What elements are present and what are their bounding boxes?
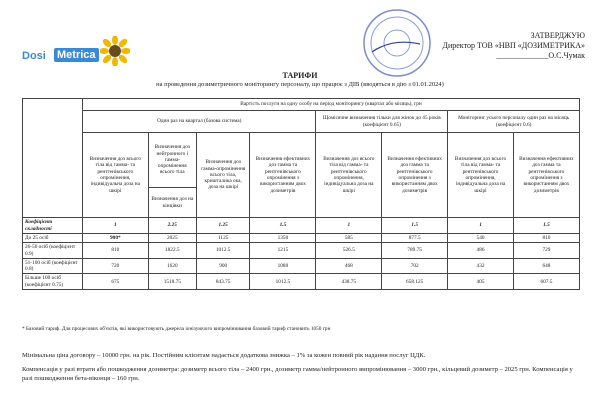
cell: 658.125 xyxy=(382,274,448,290)
company-logo xyxy=(14,33,126,73)
col-neutron-dose: Визначення доз нейтронного і гамма-опромінення всього тіла xyxy=(148,133,196,188)
sunflower-icon xyxy=(100,36,130,66)
table-row xyxy=(23,218,580,234)
cell: 1125 xyxy=(196,234,249,243)
cell: 468 xyxy=(316,258,382,274)
col-effective-dose-monthly: Визначення ефективних доз гамма та рентгенівського опромінення з використанням двох дозиметрів xyxy=(513,133,579,218)
logo-metrica-text: Metrica xyxy=(54,48,99,62)
cell: 2.25 xyxy=(148,218,196,234)
document-subtitle: на проведення дозиметричного моніторингу персоналу, що працює з ДІВ (вводяться в дію з 01.01.2024) xyxy=(156,81,444,88)
cell: 1.5 xyxy=(513,218,579,234)
cell: 2025 xyxy=(148,234,196,243)
cell: 438.75 xyxy=(316,274,382,290)
document-title: ТАРИФИ xyxy=(282,71,318,80)
cell: 1.5 xyxy=(382,218,448,234)
approval-signature: _____________О.С.Чумак xyxy=(496,51,585,60)
col-body-dose: Визначення доз всього тіла від гамма- та рентгенівського опромінення, індивідуальна доза на шкірі xyxy=(83,133,149,218)
cell: 648 xyxy=(513,258,579,274)
cell: 702 xyxy=(382,258,448,274)
tariff-table xyxy=(22,98,580,290)
table-footnote: * Базовий тариф. Для процесових об'єктів, які використовують джерела іонізуючого випромінювання базовий тариф становить 1050 грн xyxy=(22,326,331,332)
compensation-note: Компенсація у разі втрати або пошкодження дозиметра: дозиметр всього тіла – 2400 грн., дозиметр гамма/нейтронного випромінювання – 3000 грн., кільцевий дозиметр – 2025 грн. Компенсація у разі пошкодження бета-віконця – 160 грн. xyxy=(22,366,573,382)
cell: 1 xyxy=(448,218,514,234)
cell: 675 xyxy=(83,274,149,290)
row-label: 26-50 осіб (коефіцієнт 0.9) xyxy=(23,243,83,259)
col-neutron-sub: Визначення доз на кінцівки xyxy=(148,188,196,218)
cell: 1080 xyxy=(250,258,316,274)
table-row xyxy=(23,258,580,274)
cell: 405 xyxy=(448,274,514,290)
group-monthly: Моніторинг усього персоналу один раз на місяць (коефіцієнт 0.6) xyxy=(448,111,580,133)
cell: 729 xyxy=(513,243,579,259)
col-body-dose-women: Визначення доз всього тіла від гамма- та рентгенівського опромінення, індивідуальна доза на шкірі xyxy=(316,133,382,218)
cell: 1012.5 xyxy=(196,243,249,259)
cell: 1350 xyxy=(250,234,316,243)
cell: 843.75 xyxy=(196,274,249,290)
cell: 540 xyxy=(448,234,514,243)
minimum-price-note: Мінімальна ціна договору – 10000 грн. на рік. Постійним клієнтам надається додаткова знижка – 1% за кожен повний рік надання послуг ЦДК. xyxy=(22,352,426,359)
table-row xyxy=(23,243,580,259)
cell: 1 xyxy=(316,218,382,234)
cell: 810 xyxy=(513,234,579,243)
approval-heading: ЗАТВЕРДЖУЮ xyxy=(530,31,585,40)
cell: 1 xyxy=(83,218,149,234)
col-body-dose-monthly: Визначення доз всього тіла від гамма- та рентгенівського опромінення, індивідуальна доза на шкірі xyxy=(448,133,514,218)
row-label-header xyxy=(23,99,83,218)
approval-block xyxy=(400,31,585,61)
row-label: 51-100 осіб (коефіцієнт 0.8) xyxy=(23,258,83,274)
cell: 1620 xyxy=(148,258,196,274)
table-row xyxy=(23,274,580,290)
approval-director: Директор ТОВ «НВП «ДОЗИМЕТРИКА» xyxy=(442,41,585,50)
cell: 486 xyxy=(448,243,514,259)
logo-dosi-text: Dosi xyxy=(22,50,46,62)
cell: 900* xyxy=(83,234,149,243)
group-quarterly: Один раз на квартал (базова система) xyxy=(83,111,316,133)
row-label: Коефіцієнт складності xyxy=(23,218,83,234)
table-row xyxy=(23,234,580,243)
cell: 526.5 xyxy=(316,243,382,259)
cell: 789.75 xyxy=(382,243,448,259)
cell: 1215 xyxy=(250,243,316,259)
cell: 1822.5 xyxy=(148,243,196,259)
cell: 810 xyxy=(83,243,149,259)
cell: 877.5 xyxy=(382,234,448,243)
cell: 607.5 xyxy=(513,274,579,290)
col-extremity-dose: Визначення доз гамма-опромінення всього тіла, кришталика ока, доза на шкірі xyxy=(196,133,249,218)
table-main-header: Вартість послуги на одну особу на період моніторингу (квартал або місяць), грн xyxy=(83,99,580,111)
row-label: Більше 100 осіб (коефіцієнт 0.75) xyxy=(23,274,83,290)
group-women: Щомісячне визначення тільки для жінок до 45 років (коефіцієнт 0.65) xyxy=(316,111,448,133)
cell: 1012.5 xyxy=(250,274,316,290)
cell: 585 xyxy=(316,234,382,243)
col-effective-dose: Визначення ефективних доз гамма та рентгенівського опромінення з використанням двох дозиметрів xyxy=(250,133,316,218)
cell: 1518.75 xyxy=(148,274,196,290)
col-effective-dose-women: Визначення ефективних доз гамма та рентгенівського опромінення з використанням двох дозиметрів xyxy=(382,133,448,218)
cell: 900 xyxy=(196,258,249,274)
cell: 432 xyxy=(448,258,514,274)
cell: 1.25 xyxy=(196,218,249,234)
row-label: До 25 осіб xyxy=(23,234,83,243)
cell: 1.5 xyxy=(250,218,316,234)
cell: 720 xyxy=(83,258,149,274)
